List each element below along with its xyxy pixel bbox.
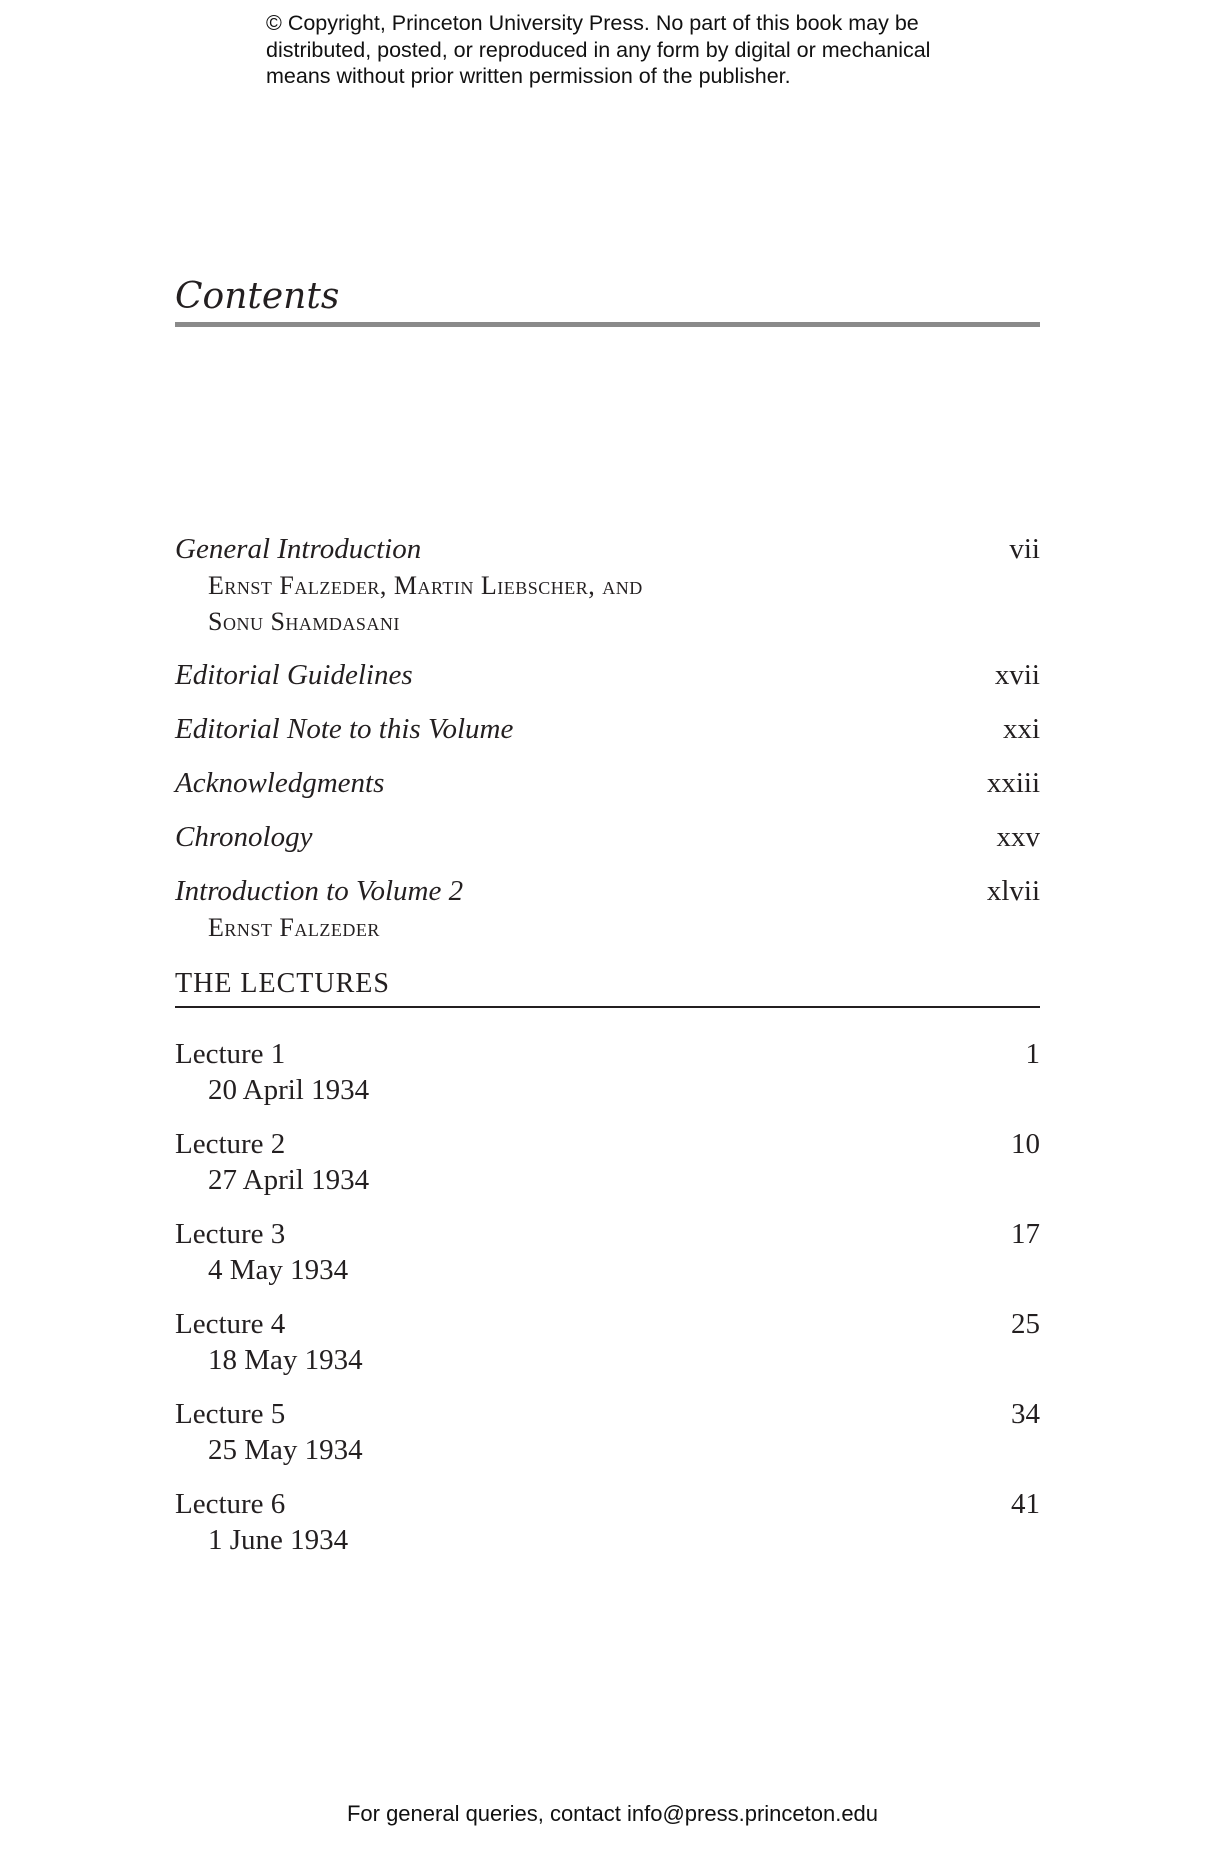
toc-entry-introduction-volume-2[interactable]: [175, 872, 1040, 946]
toc-entry-label: Lecture 6: [175, 1488, 286, 1520]
toc-entry-date: 1 June 1934: [208, 1524, 349, 1556]
toc-entry-label: Acknowledgments: [175, 767, 385, 799]
toc-entry-lecture-4[interactable]: [175, 1306, 1040, 1378]
toc-entry-label: Chronology: [175, 821, 313, 853]
toc-entry-author: Ernst Falzeder, Martin Liebscher, and: [208, 571, 643, 600]
toc-entry-page: xvii: [994, 659, 1040, 691]
toc-entry-page: 10: [1011, 1128, 1040, 1160]
toc-entry-editorial-note[interactable]: [175, 710, 1040, 748]
copyright-line: means without prior written permission of the publisher.: [266, 64, 791, 88]
copyright-notice: [266, 10, 986, 90]
toc-entry-lecture-5[interactable]: [175, 1396, 1040, 1468]
toc-entry-editorial-guidelines[interactable]: [175, 656, 1040, 694]
section-heading-lectures: THE LECTURES: [175, 966, 1040, 1008]
toc-entry-date: 20 April 1934: [208, 1074, 370, 1106]
toc-entry-label: Editorial Note to this Volume: [175, 713, 514, 745]
toc-entry-page: xlvii: [986, 875, 1040, 907]
toc-entry-date: 27 April 1934: [208, 1164, 370, 1196]
title-rule-divider: [175, 322, 1040, 327]
toc-entry-label: Lecture 4: [175, 1308, 286, 1340]
toc-entry-date: 4 May 1934: [208, 1254, 349, 1286]
toc-entry-lecture-1[interactable]: [175, 1036, 1040, 1108]
toc-entry-lecture-6[interactable]: [175, 1486, 1040, 1558]
toc-entry-page: 1: [1025, 1038, 1040, 1070]
toc-entry-page: 17: [1011, 1218, 1040, 1250]
toc-entry-page: 25: [1011, 1308, 1040, 1340]
toc-entry-label: Lecture 2: [175, 1128, 286, 1160]
footer-contact: For general queries, contact info@press.princeton.edu: [346, 1801, 879, 1826]
toc-entry-label: Editorial Guidelines: [175, 659, 413, 691]
toc-entry-label: General Introduction: [175, 533, 422, 565]
toc-entry-lecture-3[interactable]: [175, 1216, 1040, 1288]
copyright-line: © Copyright, Princeton University Press. No part of this book may be: [266, 11, 919, 35]
table-of-contents: [175, 530, 1040, 1576]
toc-entry-page: 34: [1011, 1398, 1040, 1430]
toc-entry-page: vii: [1009, 533, 1040, 565]
toc-entry-author: Ernst Falzeder: [208, 913, 380, 942]
toc-entry-page: xxv: [996, 821, 1040, 853]
toc-entry-page: xxiii: [986, 767, 1040, 799]
copyright-line: distributed, posted, or reproduced in any form by digital or mechanical: [266, 37, 931, 62]
toc-entry-acknowledgments[interactable]: [175, 764, 1040, 802]
toc-entry-label: Lecture 3: [175, 1218, 286, 1250]
toc-entry-chronology[interactable]: [175, 818, 1040, 856]
toc-entry-date: 25 May 1934: [208, 1434, 363, 1466]
toc-entry-lecture-2[interactable]: [175, 1126, 1040, 1198]
toc-entry-label: Introduction to Volume 2: [175, 875, 464, 907]
toc-entry-page: 41: [1011, 1488, 1040, 1520]
toc-entry-label: Lecture 5: [175, 1398, 286, 1430]
page-title: Contents: [175, 276, 340, 317]
toc-entry-page: xxi: [1002, 713, 1040, 745]
toc-entry-author: Sonu Shamdasani: [208, 607, 400, 636]
toc-entry-label: Lecture 1: [175, 1038, 286, 1070]
toc-entry-date: 18 May 1934: [208, 1344, 363, 1376]
toc-entry-general-introduction[interactable]: [175, 530, 1040, 640]
